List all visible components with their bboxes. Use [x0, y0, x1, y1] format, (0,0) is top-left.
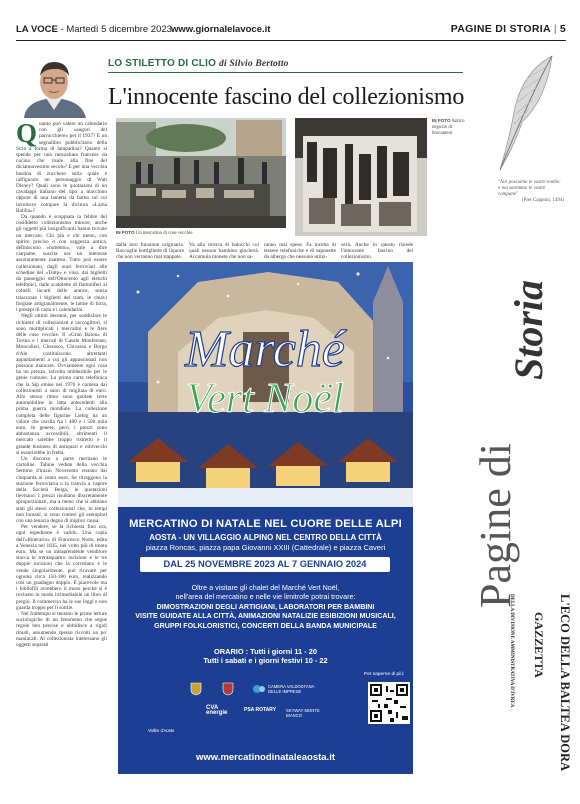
byline: di Silvio Bertotto: [219, 59, 289, 69]
ad-activity-line: DIMOSTRAZIONI DEGLI ARTIGIANI, LABORATORI PER BAMBINI: [156, 603, 375, 611]
ad-activities: [118, 603, 413, 631]
author-portrait: [16, 56, 94, 118]
sponsor-cva: CVA energie: [206, 705, 228, 716]
ad-intro-line: Oltre a visitare gli chalet del Marché Vert Noël,: [191, 583, 340, 592]
paragraph: Un discorso a parte meritano le cartoline. Talune vedute della vecchia Settimo d'inizio Novecento restano dai cinquanta ai cento euro. Se ritraggono la stazione ferroviaria o la tranvia a vapore della Società Belga, le quotazioni lievitano. I prezzi risultano discretamente sproporzionati, ma a meno che si abbiano stati gli stessi collezionisti che, in tempi non lontani, si sono contesi gli esemplari con una tenacia degna di miglior causa.: [16, 455, 107, 524]
sponsor-rotary: PSA ROTARY: [244, 707, 277, 713]
masthead-division: DELLA DIVISIONE AMMINISTRATIVA D'IVREA: [509, 594, 514, 708]
section-label: PAGINE DI STORIA | 5: [450, 23, 566, 35]
qr-code[interactable]: [368, 682, 410, 724]
article-column-5: [341, 242, 413, 262]
drop-cap: Q: [16, 118, 38, 148]
vertical-section-title: [472, 170, 552, 610]
quill-icon: [492, 52, 564, 174]
column-rubric: [108, 58, 289, 69]
page-number: 5: [559, 23, 566, 35]
paragraph: ranno mai spese. Fa incetta di tessere telefoniche e di saponette da albergo che nessuno utiliz-: [264, 242, 336, 261]
quote-author: (Pier Capponi, 1494): [521, 198, 564, 203]
sponsor-skyway: SKYWAY MONTE BIANCO: [286, 708, 320, 718]
sponsor-logos: [126, 682, 356, 742]
paragraph: Da quando è scoppiata la febbre del cosiddetto collezionismo minore, anche gli oggetti più insignificanti hanno trovato un mercato. Chi più e chi meno, con spirito preciso o con saggezza antica, definiscono «rumento», vale a dire ciarpame, suscita ora un interesse assolutamente inatteso. Tutto può essere collezionato, dagli orari ferroviari alle schedine del «Totip» e vino, dai biglietti da passeggio dell'Ottocento agli elenchi telefonici, dalle scatolette di fiammiferi ai coltelli incarti delle arance, senza trascurare i biglietti del tram, le chiavi forgiate artigianalmente, le latine di birra, i presepi di carta e i calendarini.: [16, 214, 107, 314]
ad-activity-line: VISITE GUIDATE ALLA CITTÀ, ANIMAZIONI NATALIZIE ESIBIZIONI MUSICALI,: [135, 612, 396, 621]
paragraph: Per vendere, se la richiesta fino ora, ogni espediente è valido. Una copia dell'«Itinerario» di Francesco Nodo, edita a Venezia nel 1835, nel volto più di trenta euro. Ma se un intraprendente venditore stacca le trentaquattro incisioni e le tre doppie incisioni che la corredano e le vende singolarmente, può ricavare per ognuna circa 150-180 euro, realizzando così un guadagno doppio. È piacevole ma i bibliofili avrebbero il muso perché si è rovinato in modo irrimediabile un libro di pregio. Il commercio ha le sue leggi e non guarda troppo per il sottile.: [16, 524, 107, 611]
ad-title: MERCATINO DI NATALE NEL CUORE DELLE ALPI: [129, 518, 402, 530]
chamber-logo-icon: [252, 684, 266, 694]
article-column-2: [116, 242, 184, 262]
vertical-title-light: Pagine di: [471, 443, 520, 608]
ad-places: piazza Roncas, piazza papa Giovanni XXIII (Cattedrale) e piazza Caveri: [145, 543, 386, 552]
qr-label: Per saperne di più:: [364, 672, 405, 677]
caption-label: IN FOTO: [432, 118, 451, 123]
ad-activity-line: GRUPPI FOLKLORISTICI, CONCERTI DELLA BANDA MUNICIPALE: [154, 621, 377, 630]
caption-text: Antico negozio di brocanteur: [432, 119, 465, 136]
ad-hours-line: Tutti i sabati e i giorni festivi 10 - 22: [203, 656, 328, 666]
market-photo: [116, 118, 286, 228]
ad-opening-hours: [118, 647, 413, 665]
ad-intro: [118, 583, 413, 601]
aosta-crest-icon: [190, 682, 202, 696]
ad-date-banner: DAL 25 NOVEMBRE 2023 AL 7 GENNAIO 2024: [140, 557, 390, 572]
masthead-eco: L'ECO DELLA BALTEA DORA: [558, 594, 572, 772]
paragraph: zerà. Anche in questo risiede l'innocente fascino del collezionismo.: [341, 242, 413, 261]
paragraph: uanto può valere un calendario con gli «auguri del parrucchiere» per il 1937? E un segnalibro pubblicitario della Siria a forma di lampadina? Quanto si spende per una mezzaluna francese da cucina che risale alla fine del diciannovesimo secolo? E per una vecchia bustina di zucchero sulla quale è raffigurato un personaggio di Walt Disney? Quali sono le quotazioni di un cavatappi italiano del tipo a maccinno oppure di una lametta da barba sul cui involucro compare la dicitura «Lama Balilla»?: [16, 121, 107, 214]
page-header: [16, 22, 566, 41]
ad-logo-vertnoel: Vert Noël: [186, 376, 344, 422]
shop-photo: [295, 118, 427, 236]
website-link[interactable]: www.giornalelavoce.it: [171, 24, 271, 35]
paragraph: Va alla ricerca di balocchi coi quali nessun bambino giocherà. Accumula monete che non sa-: [189, 242, 259, 261]
paragraph: dalla loro funzione originaria. Raccoglie bottigliette di liquore che non verranno mai stappate.: [116, 242, 184, 261]
region-crest-icon: [222, 682, 234, 696]
photo1-caption: [116, 230, 286, 237]
ad-subtitle: AOSTA - UN VILLAGGIO ALPINO NEL CENTRO DELLA CITTÀ: [149, 533, 382, 542]
sponsor-chamber: CAMERA VALDOSTANA DELLE IMPRESE: [268, 684, 315, 694]
ad-scene: [118, 262, 413, 512]
photo2-caption: [432, 118, 468, 136]
caption-text: Un mercatino di cose vecchie: [135, 231, 193, 236]
quote-text: "Noi possiamo le vostre tombe: e noi saremmo le vostre campane": [498, 180, 561, 197]
historical-mastheads: [495, 592, 570, 782]
article-column-1: [16, 118, 107, 793]
ad-logo-marche: Marché: [185, 321, 345, 378]
article-headline: L'innocente fascino del collezionismo: [108, 84, 465, 110]
sponsor-vda: Vallée d'Aoste: [148, 728, 175, 733]
header-left: LA VOCE - Martedì 5 dicembre 2023: [16, 24, 172, 35]
paragraph: Negli ultimi decenni, per soddisfare le richieste di collezionisti e raccoglitori, si sono moltiplicati i mercatini e le fiere delle cose vecchie. Il «Gran Balon» di Torino e i mercati di Casale Monferrato, Moncalieri, Cherasco, Chivasso e Borgo d'Ale costituiscono altrettanti appuntamenti a cui gli appassionati non possono mancare. Ovviamente ogni cosa ha un prezzo, talvolta imbheribile per le genie comune. La prima carta telefonica che la Sip emise nel 1976 è contesa dai collezionisti a suon di migliaia di euro. Allo stesso ritmo sono quotate certe automobiline in latta antecedenti alla prima guerra mondiale. La collezione completa delle figurine Liebig ha un valore che oscilla fra i 400 e i 500 mila euro. In genere, però, i prezzi sono abbastanza accessibili, altrimenti il mercato sarebbe troppo ristretto e il grande business di antiquari e robivecchi si esaurirebbe in fretta.: [16, 313, 107, 456]
newspaper-name: LA VOCE: [16, 24, 58, 35]
ad-intro-line: nell'area del mercatino e nelle vie limitrofe potrai trovare:: [175, 592, 356, 601]
article-column-3: [189, 242, 259, 262]
issue-date: Martedì 5 dicembre 2023: [66, 24, 172, 35]
paragraph: Nel frattempo si tentano le prime letture sociologiche di un fenomeno che segue regole ben precise e ubbidisce a rigidi rituali, assumendo spesso risvolti un po' maniacali. Al collezionista interessano gli oggetti separati: [16, 611, 107, 649]
rubric-title: LO STILETTO DI CLIO: [108, 58, 217, 69]
ad-hours-line: ORARIO : Tutti i giorni 11 - 20: [214, 647, 317, 656]
ad-website-link[interactable]: www.mercatinodinataleaosta.it: [195, 752, 336, 763]
section-name: PAGINE DI STORIA: [450, 23, 551, 35]
rubric-divider: [108, 72, 463, 73]
christmas-market-ad[interactable]: [118, 262, 413, 774]
caption-label: IN FOTO: [116, 230, 135, 235]
vertical-title-bold: Storia: [506, 279, 551, 380]
masthead-gazzetta: GAZZETTA: [532, 612, 546, 678]
article-column-4: [264, 242, 336, 262]
